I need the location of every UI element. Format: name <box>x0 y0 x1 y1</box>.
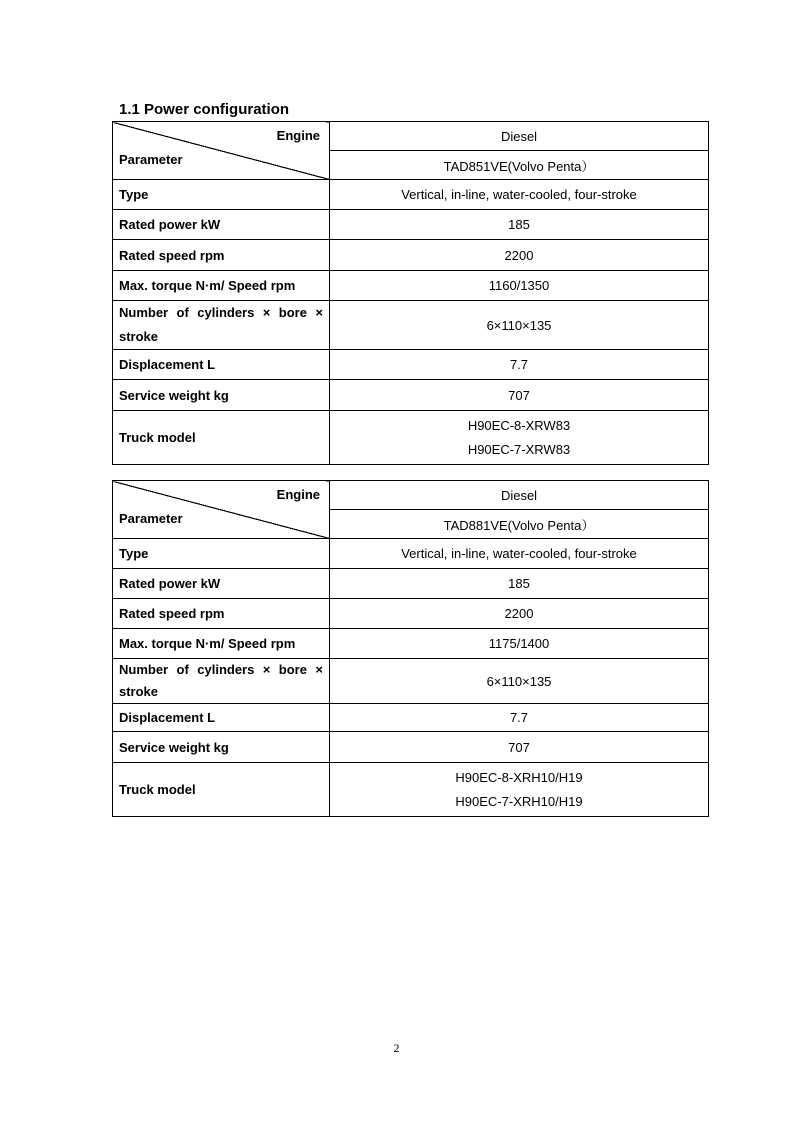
row-label-cylinders-line2: stroke <box>119 684 159 699</box>
row-value-rated-power: 185 <box>330 569 709 599</box>
row-value-displacement: 7.7 <box>330 704 709 732</box>
truck-model-line2: H90EC-7-XRW83 <box>467 441 571 457</box>
header-engine-label: Engine <box>276 128 320 143</box>
row-value-type: Vertical, in-line, water-cooled, four-stroke <box>330 539 709 569</box>
row-label-cylinders-line1: Number of cylinders × bore × <box>119 662 323 677</box>
row-label-rated-speed: Rated speed rpm <box>113 240 330 271</box>
row-label-cylinders <box>113 301 330 350</box>
row-label-displacement: Displacement L <box>113 704 330 732</box>
table-row <box>113 301 709 350</box>
row-value-service-weight: 707 <box>330 380 709 411</box>
table-row <box>113 629 709 659</box>
table-row <box>113 210 709 240</box>
row-label-cylinders-line2: stroke <box>119 329 159 344</box>
table-row <box>113 704 709 732</box>
table-row <box>113 569 709 599</box>
page-number: 2 <box>393 1041 400 1055</box>
section-title: 1.1 Power configuration <box>119 101 290 118</box>
truck-model-line1: H90EC-8-XRW83 <box>467 417 571 433</box>
truck-model-line2: H90EC-7-XRH10/H19 <box>455 793 583 809</box>
table-row <box>113 763 709 817</box>
row-value-service-weight: 707 <box>330 732 709 763</box>
power-config-table-2 <box>112 480 709 817</box>
header-row <box>113 481 709 510</box>
table-row <box>113 350 709 380</box>
row-label-truck-model: Truck model <box>113 763 330 817</box>
table-row <box>113 271 709 301</box>
fuel-type-cell: Diesel <box>330 122 709 151</box>
row-value-type: Vertical, in-line, water-cooled, four-stroke <box>330 180 709 210</box>
row-value-truck-model <box>330 411 709 465</box>
engine-model-cell: TAD851VE(Volvo Penta） <box>330 151 709 180</box>
header-parameter-label: Parameter <box>119 152 183 167</box>
row-label-type: Type <box>113 180 330 210</box>
header-row <box>113 122 709 151</box>
truck-model-line1: H90EC-8-XRH10/H19 <box>455 769 583 785</box>
row-label-max-torque: Max. torque N·m/ Speed rpm <box>113 629 330 659</box>
row-value-rated-power: 185 <box>330 210 709 240</box>
row-label-service-weight: Service weight kg <box>113 732 330 763</box>
table-row <box>113 240 709 271</box>
row-value-cylinders: 6×110×135 <box>330 659 709 704</box>
table-row <box>113 659 709 704</box>
row-label-max-torque: Max. torque N·m/ Speed rpm <box>113 271 330 301</box>
fuel-type-cell: Diesel <box>330 481 709 510</box>
row-label-rated-power: Rated power kW <box>113 569 330 599</box>
header-diagonal-cell <box>113 481 330 539</box>
table-row <box>113 599 709 629</box>
table-row <box>113 539 709 569</box>
table-row <box>113 380 709 411</box>
row-value-rated-speed: 2200 <box>330 599 709 629</box>
row-value-truck-model <box>330 763 709 817</box>
row-value-rated-speed: 2200 <box>330 240 709 271</box>
row-value-cylinders: 6×110×135 <box>330 301 709 350</box>
row-value-max-torque: 1175/1400 <box>330 629 709 659</box>
table-row <box>113 732 709 763</box>
power-config-table-1 <box>112 121 709 465</box>
row-label-displacement: Displacement L <box>113 350 330 380</box>
row-label-truck-model: Truck model <box>113 411 330 465</box>
header-engine-label: Engine <box>276 487 320 502</box>
row-label-rated-power: Rated power kW <box>113 210 330 240</box>
row-label-rated-speed: Rated speed rpm <box>113 599 330 629</box>
engine-model-cell: TAD881VE(Volvo Penta） <box>330 510 709 539</box>
row-value-max-torque: 1160/1350 <box>330 271 709 301</box>
row-label-service-weight: Service weight kg <box>113 380 330 411</box>
table-row <box>113 411 709 465</box>
table-row <box>113 180 709 210</box>
row-label-cylinders-line1: Number of cylinders × bore × <box>119 305 323 320</box>
row-label-cylinders <box>113 659 330 704</box>
row-value-displacement: 7.7 <box>330 350 709 380</box>
header-parameter-label: Parameter <box>119 511 183 526</box>
header-diagonal-cell <box>113 122 330 180</box>
row-label-type: Type <box>113 539 330 569</box>
